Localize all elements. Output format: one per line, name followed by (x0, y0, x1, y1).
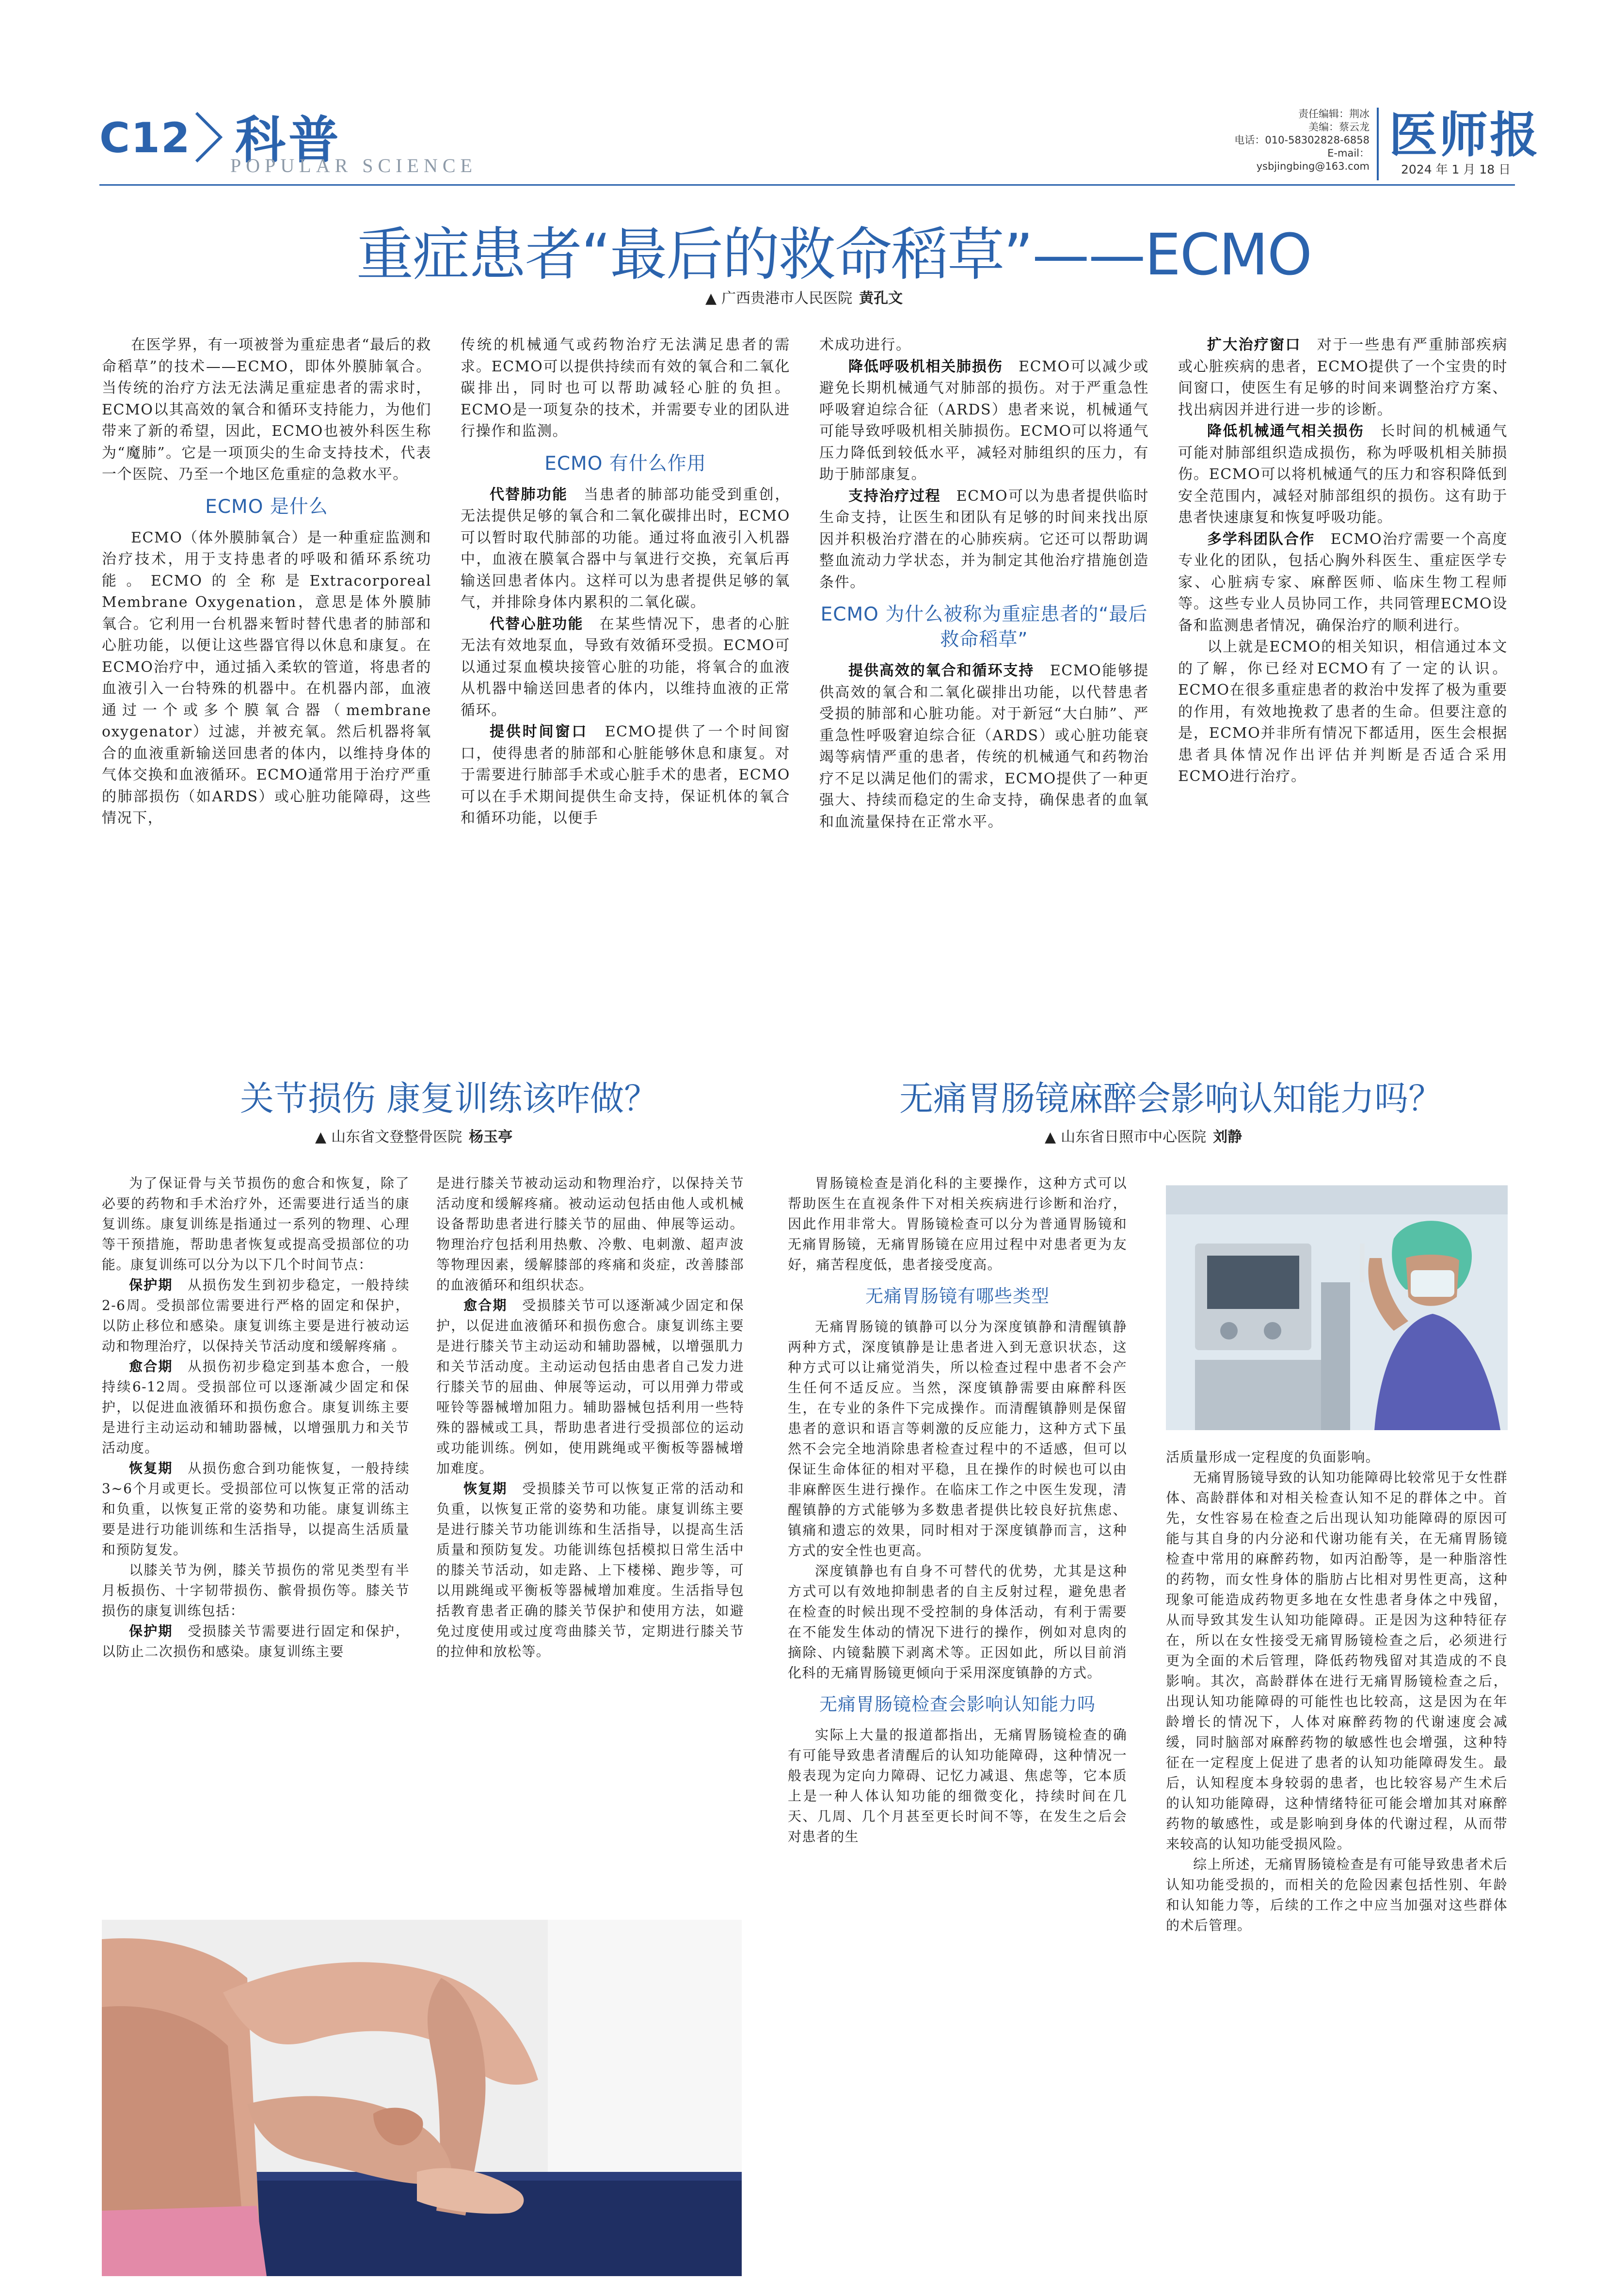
paragraph-text: 从损伤愈合到功能恢复，一般持续3~6个月或更长。受损部位可以恢复正常的活动和负重，以恢复正常的姿势和功能。康复训练主要是进行功能训练和生活指导，以提高生活质量和预防复发。 (102, 1460, 410, 1558)
paragraph-text: 受损膝关节可以恢复正常的活动和负重，以恢复正常的姿势和功能。康复训练主要是进行膝关节功能训练和生活指导，以提高生活质量和预防复发。功能训练包括模拟日常生活中的膝关节活动，如走路、上下楼梯、跑步等，可以用跳绳或平衡板等器械增加难度。生活指导包括教育患者正确的膝关节保护和使用方法，如避免过度使用或过度弯曲膝关节，定期进行膝关节的拉伸和放松等。 (436, 1481, 744, 1659)
paragraph: 深度镇静也有自身不可替代的优势，尤其是这种方式可以有效地抑制患者的自主反射过程，避免患者在检查的时候出现不受控制的身体活动，有利于需要在不能发生体动的情况下进行的操作，例如对息肉的摘除、内镜黏膜下剥离术等。正因如此，所以目前消化科的无痛胃肠镜更倾向于采用深度镇静的方式。 (788, 1563, 1127, 1681)
page-number: C12 (99, 114, 191, 162)
endo-column-1 (788, 1173, 1127, 1847)
paragraph-text: 受损膝关节可以逐渐减少固定和保护，以促进血液循环和损伤愈合。康复训练主要是进行膝关节主动运动和辅助器械，以增强肌力和关节活动度。主动运动包括由患者自己发力进行膝关节的屈曲、伸展等运动，可以用弹力带或哑铃等器械增加阻力。辅助器械包括利用一些特殊的器械或工具，帮助患者进行受损部位的运动或功能训练。例如，使用跳绳或平衡板等器械增加难度。 (436, 1297, 744, 1476)
anesthesia-photo (1166, 1185, 1508, 1430)
lead-term: 保护期 (129, 1623, 173, 1639)
paragraph (102, 1356, 410, 1458)
subheading: ECMO 是什么 (205, 495, 328, 518)
paragraph-text: ECMO可以为患者提供临时生命支持，让医生和团队有足够的时间来找出原因并积极治疗潜在的心肺疾病。它还可以帮助调整血流动力学状态，并为制定其他治疗措施创造条件。 (819, 487, 1149, 591)
phone-line: 电话：010-58302828-6858 (1234, 134, 1370, 146)
paragraph: 是进行膝关节被动运动和物理治疗，以保持关节活动度和缓解疼痛。被动运动包括由他人或机械设备帮助患者进行膝关节的屈曲、伸展等运动。物理治疗包括利用热敷、冷敷、电刺激、超声波等物理因素，缓解膝部的疼痛和炎症，改善膝部的血液循环和组织状态。 (436, 1175, 744, 1293)
art-editor-line: 美编：蔡云龙 (1308, 121, 1370, 133)
ecmo-column-1 (102, 335, 431, 829)
ecmo-column-4 (1178, 335, 1508, 788)
paragraph: 活质量形成一定程度的负面影响。 (1166, 1449, 1380, 1465)
paragraph: 在医学界，有一项被誉为重症患者“最后的救命稻草”的技术——ECMO，即体外膜肺氧合。当传统的治疗方法无法满足重症患者的需求时，ECMO以其高效的氧合和循环支持能力，为他们带来了新的希望，因此，ECMO也被外科医生称为“魔肺”。它是一项顶尖的生命支持技术，代表一个医院、乃至一个地区危重症的急救水平。 (102, 336, 431, 483)
paragraph (1178, 421, 1508, 529)
paragraph (819, 486, 1149, 594)
paragraph (819, 356, 1149, 486)
lead-term: 支持治疗过程 (848, 487, 941, 505)
email-line: E-mail：ysbjingbing@163.com (1256, 147, 1370, 172)
paragraph (1178, 529, 1508, 637)
paragraph (102, 1621, 410, 1662)
endo-headline: 无痛胃肠镜麻醉会影响认知能力吗？ (899, 1079, 1442, 1118)
lead-term: 恢复期 (463, 1481, 508, 1497)
editor-info (1214, 108, 1370, 173)
paragraph-text: 从损伤初步稳定到基本愈合，一般持续6-12周。受损部位可以逐渐减少固定和保护，以促进血液循环和损伤愈合。康复训练主要是进行主动运动和辅助器械，以增强肌力和关节活动度。 (102, 1358, 410, 1456)
paragraph-text: 受损膝关节需要进行固定和保护，以防止二次损伤和感染。康复训练主要 (102, 1623, 410, 1659)
joint-column-1 (102, 1173, 410, 1662)
paragraph (1178, 335, 1508, 421)
lead-term: 提供高效的氧合和循环支持 (848, 662, 1035, 679)
paragraph: 术成功进行。 (819, 336, 911, 353)
byline-unit: 山东省日照市中心医院 (1061, 1129, 1207, 1146)
paragraph: 无痛胃肠镜导致的认知功能障碍比较常见于女性群体、高龄群体和对相关检查认知不足的群体之中。首先，女性容易在检查之后出现认知功能障碍的原因可能与其自身的内分泌和代谢功能有关，在无痛胃肠镜检查中常用的麻醉药物，如丙泊酚等，是一种脂溶性的药物，而女性身体的脂肪占比相对男性更高，这种现象可能造成药物更多地在女性患者身体之中残留，从而导致其发生认知功能障碍。正是因为这种特征存在，所以在女性接受无痛胃肠镜检查之后，必须进行更为全面的术后管理，降低药物残留对其造成的不良影响。其次，高龄群体在进行无痛胃肠镜检查之后，出现认知功能障碍的可能性也比较高，这是因为在年龄增长的情况下，人体对麻醉药物的代谢速度会减缓，同时脑部对麻醉药物的敏感性也会增强，这种特征在一定程度上促进了患者的认知功能障碍发生。最后，认知程度本身较弱的患者，也比较容易产生术后的认知功能障碍，这种情绪特征可能会增加其对麻醉药物的敏感性，或是影响到身体的代谢过程，从而带来较高的认知功能受损风险。 (1166, 1469, 1508, 1852)
paragraph: 无痛胃肠镜的镇静可以分为深度镇静和清醒镇静两种方式，深度镇静是让患者进入到无意识状态，这种方式可以让痛觉消失，所以检查过程中患者不会产生任何不适反应。当然，深度镇静需要由麻醉科医生，在专业的条件下完成操作。而清醒镇静则是保留患者的意识和语言等刺激的反应能力，这种方式下虽然不会完全地消除患者检查过程中的不适感，但可以保证生命体征的相对平稳，且在操作的时候也可以由非麻醉医生进行操作。在临床工作之中医生发现，清醒镇静的方式能够为多数患者提供比较良好抗焦虑、镇痛和遗忘的效果，同时相对于深度镇静而言，这种方式的安全性也更高。 (788, 1319, 1127, 1559)
byline-author: 刘静 (1213, 1129, 1243, 1146)
joint-headline: 关节损伤 康复训练该咋做？ (240, 1079, 658, 1118)
paragraph-text: ECMO治疗需要一个高度专业化的团队，包括心胸外科医生、重症医学专家、心脏病专家、麻醉医师、临床生物工程师等。这些专业人员协同工作，共同管理ECMO设备和监测患者情况，确保治疗的顺利进行。 (1178, 530, 1508, 634)
paragraph: ECMO（体外膜肺氧合）是一种重症监测和治疗技术，用于支持患者的呼吸和循环系统功能。ECMO的全称是Extracorporeal Membrane Oxygenation，意思是体外膜肺氧合。它利用一台机器来暂时替代患者的肺部和心脏功能，以便让这些器官得以休息和康复。在ECMO治疗中，通过插入柔软的管道，将患者的血液引入一台特殊的机器中。在机器内部，血液通过一个或多个膜氧合器（membrane oxygenator）过滤，并被充氧。然后机器将氧合的血液重新输送回患者的体内，以维持身体的气体交换和血液循环。ECMO通常用于治疗严重的肺部损伤（如ARDS）或心脏功能障碍，这些情况下， (102, 529, 431, 827)
paragraph (461, 614, 790, 722)
ecmo-column-2 (461, 335, 790, 829)
section-subtitle: POPULAR SCIENCE (230, 155, 477, 176)
lead-term: 愈合期 (129, 1358, 173, 1374)
paragraph (436, 1295, 744, 1479)
lead-term: 提供时间窗口 (490, 723, 589, 740)
byline-unit: 广西贵港市人民医院 (721, 290, 853, 307)
lead-term: 愈合期 (463, 1297, 508, 1313)
paragraph (461, 721, 790, 829)
ecmo-headline: 重症患者“最后的救命稻草”——ECMO (356, 221, 1311, 288)
knee-rehab-photo (102, 1920, 742, 2276)
paragraph (819, 660, 1149, 833)
subheading: 无痛胃肠镜有哪些类型 (865, 1286, 1050, 1307)
lead-term: 恢复期 (129, 1460, 173, 1476)
endo-byline (1045, 1125, 1242, 1146)
paragraph: 以膝关节为例，膝关节损伤的常见类型有半月板损伤、十字韧带损伤、髌骨损伤等。膝关节损伤的康复训练包括： (102, 1562, 410, 1619)
paragraph (102, 1275, 410, 1356)
paragraph: 综上所述，无痛胃肠镜检查是有可能导致患者术后认知功能受损的，而相关的危险因素包括性别、年龄和认知能力等，后续的工作之中应当加强对这些群体的术后管理。 (1166, 1856, 1508, 1933)
paragraph: 为了保证骨与关节损伤的愈合和恢复，除了必要的药物和手术治疗外，还需要进行适当的康复训练。康复训练是指通过一系列的物理、心理等干预措施，帮助患者恢复或提高受损部位的功能。康复训练可以分为以下几个时间节点： (102, 1175, 410, 1273)
paragraph: 实际上大量的报道都指出，无痛胃肠镜检查的确有可能导致患者清醒后的认知功能障碍，这种情况一般表现为定向力障碍、记忆力减退、焦虑等，它本质上是一种人体认知功能的细微变化，持续时间在几天、几周、几个月甚至更长时间不等，在发生之后会对患者的生 (788, 1727, 1127, 1845)
paragraph-text: ECMO提供了一个时间窗口，使得患者的肺部和心脏能够休息和康复。对于需要进行肺部手术或心脏手术的患者，ECMO可以在手术期间提供生命支持，保证机体的氧合和循环功能，以便手 (461, 723, 790, 827)
header-rule (99, 184, 1515, 186)
paragraph-text: 当患者的肺部功能受到重创，无法提供足够的氧合和二氧化碳排出时，ECMO可以暂时取代肺部的功能。通过将血液引入机器中，血液在膜氧合器中与氧进行交换，充氧后再输送回患者体内。这样可以为患者提供足够的氧气，并排除身体内累积的二氧化碳。 (461, 486, 790, 611)
chevron-right-icon (191, 111, 225, 164)
paragraph-text: 长时间的机械通气可能对肺部组织造成损伤，称为呼吸机相关肺损伤。ECMO可以将机械通气的压力和容积降低到安全范围内，减轻对肺部组织的损伤。这有助于患者快速康复和恢复呼吸功能。 (1178, 423, 1508, 526)
paragraph-text: ECMO能够提供高效的氧合和二氧化碳排出功能，以代替患者受损的肺部和心脏功能。对于新冠“大白肺”、严重急性呼吸窘迫综合征（ARDS）或心脏功能衰竭等病情严重的患者，传统的机械通气和药物治疗不足以满足他们的需求，ECMO提供了一种更强大、持续而稳定的生命支持，确保患者的血氧和血流量保持在正常水平。 (819, 662, 1149, 830)
lead-term: 代替肺功能 (490, 486, 568, 503)
lead-term: 降低机械通气相关损伤 (1207, 423, 1365, 440)
lead-term: 保护期 (129, 1277, 173, 1293)
ecmo-column-3 (819, 335, 1149, 833)
endo-column-2 (1166, 1447, 1508, 1936)
paragraph (436, 1479, 744, 1662)
joint-column-2 (436, 1173, 744, 1662)
lead-term: 代替心脏功能 (490, 615, 584, 633)
byline-triangle-icon: ▲ (315, 1129, 327, 1146)
lead-term: 降低呼吸机相关肺损伤 (848, 358, 1003, 375)
masthead-divider (1377, 108, 1379, 180)
lead-term: 扩大治疗窗口 (1207, 336, 1301, 353)
byline-triangle-icon: ▲ (1045, 1129, 1056, 1146)
paragraph-text: 在某些情况下，患者的心脏无法有效地泵血，导致有效循环受损。ECMO可以通过泵血模块接管心脏的功能，将氧合的血液从机器中输送回患者的体内，以维持血液的正常循环。 (461, 615, 790, 719)
subheading: ECMO 有什么作用 (544, 452, 706, 475)
paragraph: 传统的机械通气或药物治疗无法满足患者的需求。ECMO可以提供持续而有效的氧合和二氧化碳排出，同时也可以帮助减轻心脏的负担。ECMO是一项复杂的技术，并需要专业的团队进行操作和监测。 (461, 336, 790, 440)
paragraph (461, 484, 790, 614)
byline-author: 黄孔文 (859, 290, 903, 307)
paper-logo: 医师报 (1389, 106, 1540, 163)
subheading: ECMO 为什么被称为重症患者的“最后救命稻草” (820, 604, 1148, 651)
paragraph: 胃肠镜检查是消化科的主要操作，这种方式可以帮助医生在直视条件下对相关疾病进行诊断和治疗，因此作用非常大。胃肠镜检查可以分为普通胃肠镜和无痛胃肠镜，无痛胃肠镜在应用过程中对患者更为友好，痛苦程度低，患者接受度高。 (788, 1175, 1127, 1273)
paragraph (102, 1458, 410, 1560)
byline-author: 杨玉亭 (469, 1129, 513, 1146)
byline-triangle-icon: ▲ (705, 290, 717, 307)
section-title: 科普 (235, 111, 342, 170)
paragraph-text: 从损伤发生到初步稳定，一般持续2-6周。受损部位需要进行严格的固定和保护，以防止移位和感染。康复训练主要是进行被动运动和物理治疗，以保持关节活动度和缓解疼痛 。 (102, 1277, 410, 1354)
subheading: 无痛胃肠镜检查会影响认知能力吗 (819, 1694, 1096, 1715)
joint-byline (315, 1125, 512, 1146)
byline-unit: 山东省文登整骨医院 (331, 1129, 462, 1146)
paragraph-text: 对于一些患有严重肺部疾病或心脏疾病的患者，ECMO提供了一个宝贵的时间窗口，使医生有足够的时间来调整治疗方案、找出病因并进行进一步的诊断。 (1178, 336, 1508, 418)
paragraph-text: ECMO可以减少或避免长期机械通气对肺部的损伤。对于严重急性呼吸窘迫综合征（ARDS）患者来说，机械通气可能导致呼吸机相关肺损伤。ECMO可以将通气压力降低到较低水平，减轻对肺组织的压力，有助于肺部康复。 (819, 358, 1149, 483)
paragraph: 以上就是ECMO的相关知识，相信通过本文的了解，你已经对ECMO有了一定的认识。ECMO在很多重症患者的救治中发挥了极为重要的作用，有效地挽救了患者的生命。但要注意的是，ECMO并非所有情况下都适用，医生会根据患者具体情况作出评估并判断是否适合采用ECMO进行治疗。 (1178, 638, 1508, 785)
lead-term: 多学科团队合作 (1207, 530, 1315, 548)
issue-date: 2024 年 1 月 18 日 (1401, 162, 1511, 176)
editor-line: 责任编辑：荆冰 (1298, 108, 1370, 120)
ecmo-byline (705, 286, 903, 307)
